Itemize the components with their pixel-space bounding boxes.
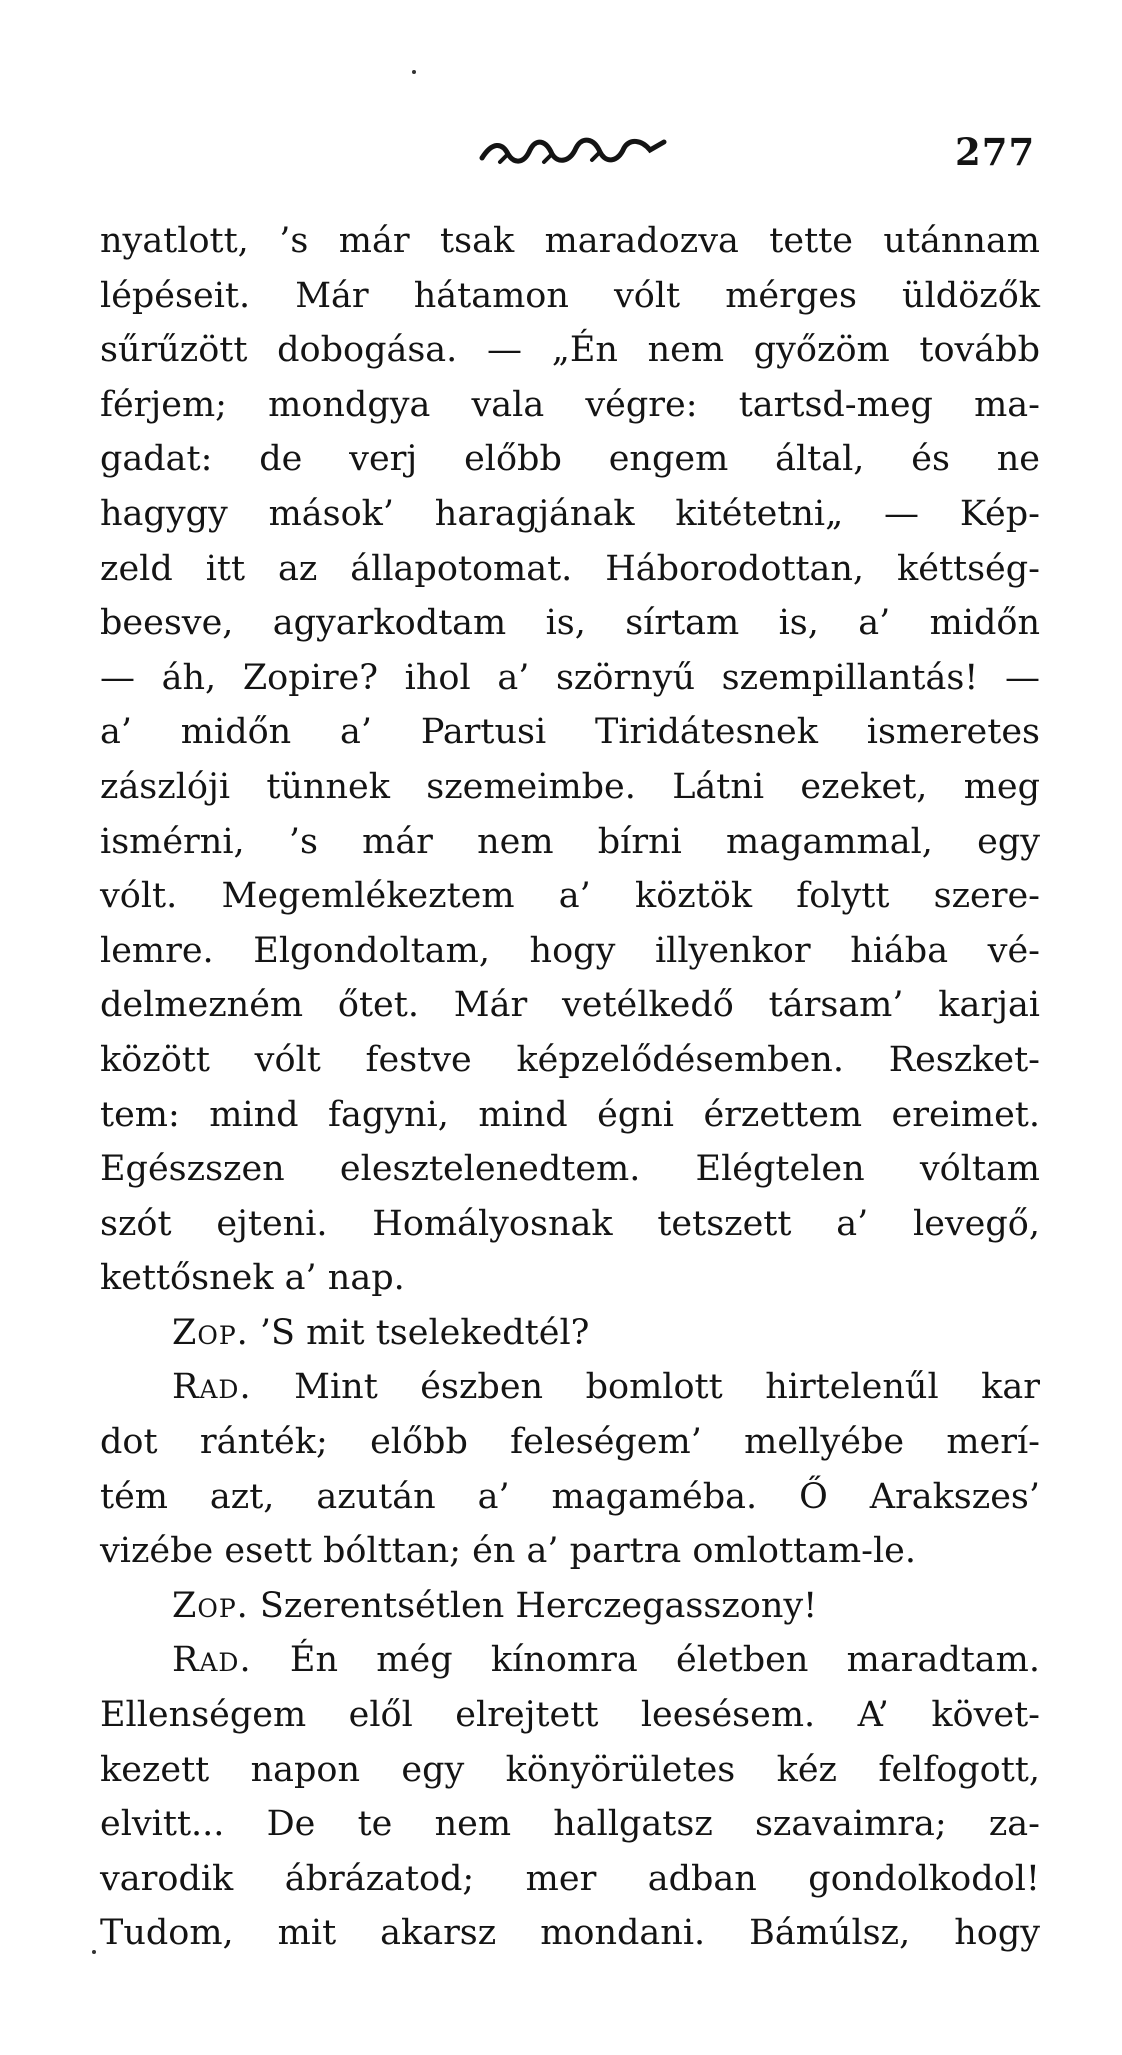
text-line — [100, 1415, 1040, 1470]
line-text: kezett napon egy könyörületes kéz felfogott, — [100, 1749, 1040, 1790]
line-text: dot ránték; előbb feleségem’ mellyébe merí- — [100, 1422, 1040, 1463]
text-line — [100, 651, 1040, 706]
text-line — [100, 1251, 1040, 1306]
line-text: lépéseit. Már hátamon vólt mérges üldözők — [100, 275, 1040, 316]
line-text: delmezném őtet. Már vetélkedő társam’ karjai — [100, 985, 1040, 1026]
text-line — [100, 269, 1040, 324]
line-text: között vólt festve képzelődésemben. Reszket- — [100, 1039, 1040, 1080]
text-line — [100, 815, 1040, 870]
ink-speck — [92, 1950, 96, 1954]
text-line — [100, 1579, 1040, 1634]
line-text: Én még kínomra életben maradtam. — [289, 1640, 1040, 1681]
line-text: ’S mit tselekedtél? — [259, 1312, 590, 1353]
line-text: vizébe esett bólttan; én a’ partra omlottam-le. — [100, 1531, 916, 1572]
text-line — [100, 1470, 1040, 1525]
speaker-name: Rad. — [172, 1367, 252, 1408]
line-text: varodik ábrázatod; mer adban gondolkodol! — [100, 1858, 1040, 1899]
body-text — [100, 214, 1040, 1961]
line-text: szót ejteni. Homályosnak tetszett a’ levegő, — [100, 1203, 1040, 1244]
text-line — [100, 542, 1040, 597]
line-text: hagygy mások’ haragjának kitétetni„ — Kép- — [100, 493, 1040, 534]
line-text: Szerentsétlen Herczegasszony! — [259, 1585, 818, 1626]
page-number: 277 — [955, 130, 1036, 174]
speaker-name: Rad. — [172, 1640, 252, 1681]
text-line — [100, 1033, 1040, 1088]
text-line — [100, 869, 1040, 924]
line-text: tém azt, azután a’ magamébа. Ő Arakszes’ — [100, 1476, 1040, 1517]
speaker-name: Zop. — [172, 1585, 249, 1626]
text-line — [100, 487, 1040, 542]
text-line — [100, 1360, 1040, 1415]
line-text: tem: mind fagyni, mind égni érzettem ereimet. — [100, 1094, 1040, 1135]
text-line — [100, 1688, 1040, 1743]
page-header — [0, 128, 1122, 188]
line-text: zeld itt az állapotomat. Háborodottan, kéttség- — [100, 548, 1040, 589]
text-line — [100, 1797, 1040, 1852]
text-line — [100, 705, 1040, 760]
text-line — [100, 1633, 1040, 1688]
line-text: Mint észben bomlott hirtelenűl kar — [294, 1367, 1040, 1408]
speaker-name: Zop. — [172, 1312, 249, 1353]
ornament-flourish — [478, 132, 668, 168]
text-line — [100, 1852, 1040, 1907]
line-text: Tudom, mit akarsz mondani. Bámúlsz, hogy — [100, 1913, 1040, 1954]
text-line — [100, 1524, 1040, 1579]
line-text: a’ midőn a’ Partusi Tiridátesnek ismeretes — [100, 712, 1040, 753]
text-line — [100, 1743, 1040, 1798]
line-text: gadat: de verj előbb engem által, és ne — [100, 439, 1040, 480]
text-line — [100, 1088, 1040, 1143]
line-text: beesve, agyarkodtam is, sírtam is, a’ midőn — [100, 603, 1040, 644]
line-text: vólt. Megemlékeztem a’ köztök folytt szere- — [100, 876, 1040, 917]
text-line — [100, 1142, 1040, 1197]
text-line — [100, 596, 1040, 651]
text-line — [100, 214, 1040, 269]
line-text: ismérni, ’s már nem bírni magammal, egy — [100, 821, 1040, 862]
text-line — [100, 432, 1040, 487]
line-text: Ellenségem elől elrejtett leesésem. A’ követ- — [100, 1695, 1040, 1736]
text-line — [100, 323, 1040, 378]
line-text: elvitt... De te nem hallgatsz szavaimra; za- — [100, 1804, 1040, 1845]
text-line — [100, 378, 1040, 433]
text-line — [100, 1197, 1040, 1252]
text-line — [100, 1906, 1040, 1961]
text-line — [100, 1306, 1040, 1361]
line-text: Egészszen elesztelenedtem. Elégtelen vóltam — [100, 1149, 1040, 1190]
line-text: zászlóji tünnek szemeimbe. Látni ezeket, meg — [100, 766, 1040, 807]
text-line — [100, 760, 1040, 815]
line-text: lemre. Elgondoltam, hogy illyenkor hiába vé- — [100, 930, 1040, 971]
line-text: sűrűzött dobogása. — „Én nem győzöm tovább — [100, 330, 1040, 371]
text-line — [100, 978, 1040, 1033]
text-line — [100, 924, 1040, 979]
line-text: — áh, Zopire? ihol a’ szörnyű szempillantás! — — [100, 657, 1040, 698]
ink-speck — [412, 70, 416, 74]
line-text: férjem; mondgya vala végre: tartsd-meg ma- — [100, 384, 1040, 425]
line-text: kettősnek a’ nap. — [100, 1258, 405, 1299]
line-text: nyatlott, ’s már tsak maradozva tette utánnam — [100, 221, 1040, 261]
